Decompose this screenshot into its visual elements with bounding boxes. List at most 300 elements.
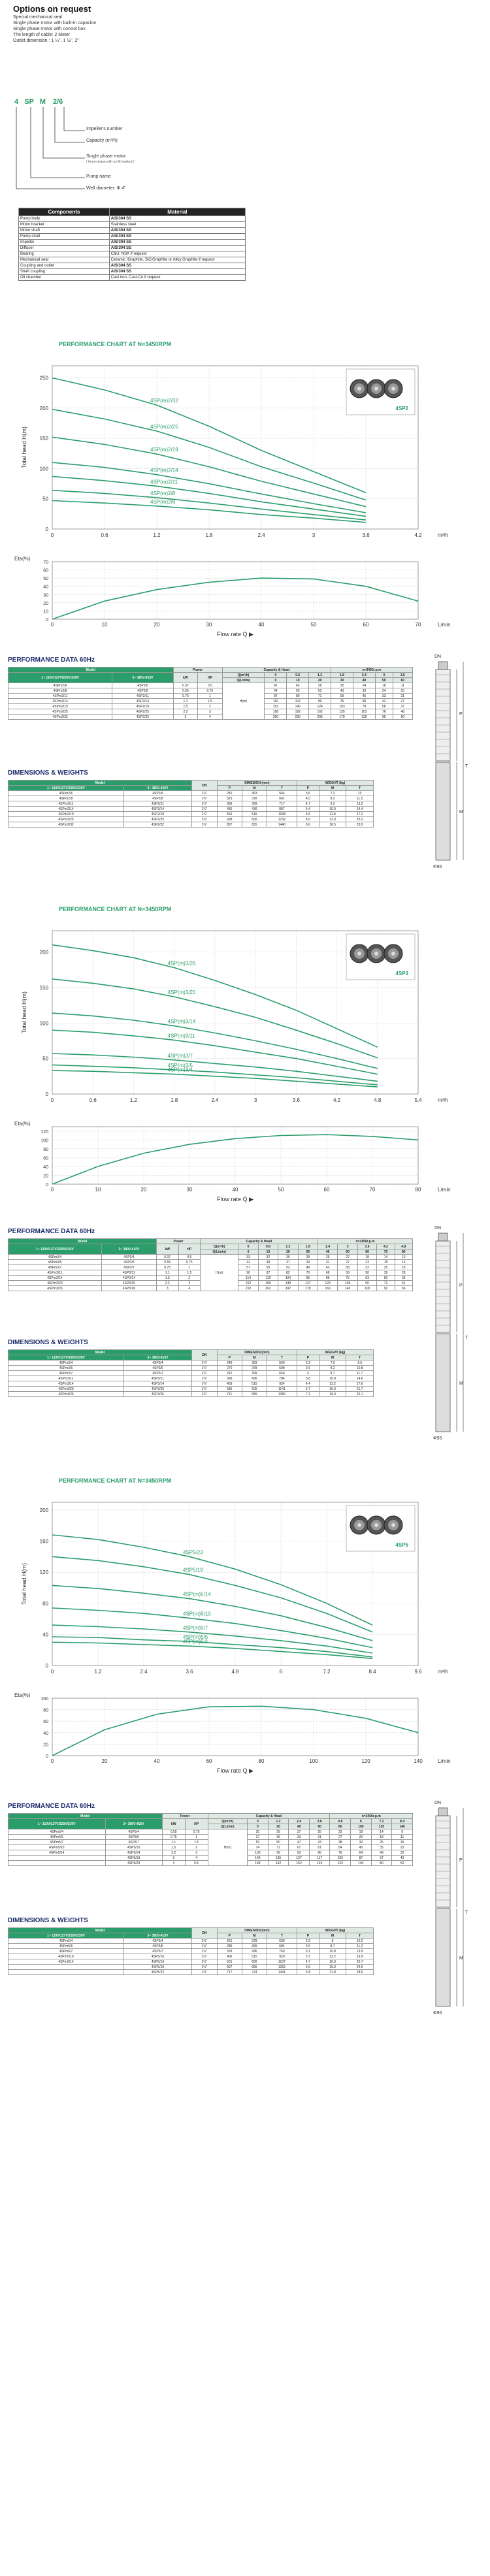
y-tick-label: 100 bbox=[39, 466, 48, 472]
sub-header: P bbox=[217, 1355, 242, 1360]
col-power: Power bbox=[162, 1814, 208, 1819]
drawing-label-dn: DN bbox=[434, 1226, 442, 1231]
perf-cell: 4 bbox=[198, 715, 222, 720]
y-tick-label: 20 bbox=[43, 601, 48, 606]
perf-cell: 90 bbox=[238, 1270, 258, 1276]
y-tick-label: 0 bbox=[45, 1091, 48, 1097]
dim-cell: 4SPm5/14 bbox=[8, 1959, 124, 1965]
perf-cell: 1.1 bbox=[156, 1270, 178, 1276]
perf-cell: 1.5 bbox=[173, 704, 197, 709]
y-tick-label: 160 bbox=[39, 1538, 48, 1545]
perf-cell: 35 bbox=[371, 1845, 392, 1850]
component-cell: Diffuser bbox=[19, 246, 110, 251]
series-label: 4SP(m)2/25 bbox=[150, 424, 178, 430]
perf-cell: 162 bbox=[309, 709, 331, 715]
label-pump-name: Pump name bbox=[86, 174, 111, 179]
y-tick-label: 50 bbox=[43, 577, 48, 582]
y-tick-label: 100 bbox=[39, 1020, 48, 1027]
x-tick-label: 60 bbox=[323, 1187, 330, 1193]
dim-cell: 4SP3/11 bbox=[123, 1376, 191, 1381]
perf-cell: 27 bbox=[289, 1829, 310, 1835]
dim-cell: 4SP3/20 bbox=[123, 1387, 191, 1392]
perf-cell: 4SP2/8 bbox=[112, 688, 174, 694]
x-tick-label: 20 bbox=[140, 1187, 147, 1193]
perf-cell: 76 bbox=[330, 1850, 351, 1856]
perf-cell: 4 bbox=[185, 1856, 208, 1861]
x-unit-label: L/min bbox=[438, 622, 451, 628]
perf-cell: 1 bbox=[185, 1835, 208, 1840]
dim-cell: 7.1 bbox=[297, 1392, 319, 1397]
perf-cell: 36 bbox=[395, 1276, 412, 1281]
pump-dimension-drawing bbox=[428, 1221, 467, 1443]
dim-cell: 19.0 bbox=[319, 1965, 346, 1970]
pump-impeller-image bbox=[346, 934, 415, 980]
dim-cell: 655 bbox=[242, 822, 267, 828]
series-label: 4SP5/23 bbox=[183, 1549, 203, 1556]
col-dimension: DIMESION (mm) bbox=[217, 781, 297, 786]
dim-cell: 1½" bbox=[191, 1970, 217, 1975]
y-tick-label: 60 bbox=[43, 568, 48, 573]
q-lmin-cell: 0 bbox=[238, 1249, 258, 1255]
perf-cell: 103 bbox=[248, 1850, 269, 1856]
q-m3h-cell: 0 bbox=[248, 1819, 269, 1824]
col-power: Power bbox=[156, 1239, 200, 1244]
materials-row bbox=[19, 246, 246, 251]
options-list bbox=[13, 14, 97, 44]
perf-cell: 135 bbox=[331, 709, 353, 715]
dim-cell bbox=[8, 1965, 124, 1970]
dim-cell: 363 bbox=[242, 791, 267, 796]
dim-cell: 396 bbox=[217, 1376, 242, 1381]
dim-cell: 2.5 bbox=[297, 1944, 319, 1949]
dim-cell: 501 bbox=[217, 1959, 242, 1965]
perf-cell: 50 bbox=[268, 1840, 289, 1845]
perf-cell: 18 bbox=[377, 1260, 395, 1265]
perf-cell: 38 bbox=[338, 1265, 357, 1270]
perf-cell: 4SP3/4 bbox=[101, 1255, 156, 1260]
dim-cell: 1¼" bbox=[191, 801, 217, 807]
series-line bbox=[52, 1642, 372, 1658]
perf-cell: 38 bbox=[330, 1840, 351, 1845]
perf-cell: 50 bbox=[377, 1276, 395, 1281]
dim-cell: 4SPm3/5 bbox=[8, 1366, 124, 1371]
x-tick-label: 8.4 bbox=[368, 1669, 376, 1675]
materials-row bbox=[19, 275, 246, 281]
q-m3h-cell: 7.2 bbox=[371, 1819, 392, 1824]
perf-cell: 1.1 bbox=[173, 699, 197, 704]
perf-cell: 60 bbox=[393, 715, 412, 720]
series-label: 4SP(m)3/4 bbox=[167, 1067, 193, 1073]
materials-header: Components bbox=[19, 208, 110, 216]
component-cell: Pump shaft bbox=[19, 234, 110, 240]
perf-cell: 4SP3/14 bbox=[101, 1276, 156, 1281]
label-impeller: Impeller's number bbox=[86, 127, 123, 131]
y-tick-label: 40 bbox=[43, 1165, 48, 1170]
perf-cell: 71 bbox=[377, 1281, 395, 1286]
perf-cell: 4SPm5/10 bbox=[8, 1845, 106, 1850]
x-tick-label: 10 bbox=[101, 622, 108, 628]
dim-cell: 11.7 bbox=[346, 1371, 374, 1376]
perf-cell: 192 bbox=[278, 1286, 298, 1291]
perf-cell: 21 bbox=[393, 694, 412, 699]
col-dn: DN bbox=[191, 1350, 217, 1360]
perf-cell: 4SPm2/14 bbox=[8, 699, 112, 704]
dim-cell: 3.6 bbox=[297, 791, 319, 796]
perf-cell: 43 bbox=[331, 688, 353, 694]
perf-cell bbox=[8, 1861, 106, 1866]
perf-cell: 2 bbox=[185, 1845, 208, 1850]
dim-cell: 10.8 bbox=[319, 1376, 346, 1381]
dim-cell: 4.7 bbox=[297, 801, 319, 807]
perf-cell: 33 bbox=[238, 1255, 258, 1260]
perf-cell: 95 bbox=[375, 715, 393, 720]
dim-cell: 4SP2/14 bbox=[123, 807, 191, 812]
sub-header: M bbox=[242, 1933, 267, 1939]
sub-header: P bbox=[217, 786, 242, 791]
dim-cell: 4SPm3/4 bbox=[8, 1360, 124, 1366]
drawing-label-m: M bbox=[459, 1956, 463, 1961]
x-tick-label: 100 bbox=[309, 1758, 318, 1764]
series-label: 4SP(m)3/5 bbox=[167, 1063, 193, 1069]
perf-cell: 36 bbox=[268, 1835, 289, 1840]
perf-cell: 22 bbox=[338, 1255, 357, 1260]
perf-cell: 43 bbox=[287, 683, 309, 688]
perf-cell: 4SP3/11 bbox=[101, 1270, 156, 1276]
dim-cell: 14.4 bbox=[346, 807, 374, 812]
perf-cell: 5.5 bbox=[185, 1861, 208, 1866]
y-tick-label: 60 bbox=[43, 1720, 48, 1725]
perf-cell: 152 bbox=[265, 704, 287, 709]
dim-cell: 406 bbox=[217, 1954, 242, 1959]
x-tick-label: 3.6 bbox=[186, 1669, 193, 1675]
y-tick-label: 150 bbox=[39, 984, 48, 991]
perf-cell: 170 bbox=[331, 715, 353, 720]
perf-cell: 3 bbox=[156, 1286, 178, 1291]
perf-cell bbox=[8, 1856, 106, 1861]
perf-row bbox=[8, 688, 413, 694]
y-tick-label: 100 bbox=[41, 1697, 48, 1701]
dim-cell: 585 bbox=[217, 1387, 242, 1392]
dim-cell: 1441 bbox=[267, 1970, 297, 1975]
dim-row bbox=[8, 812, 374, 817]
eta-label: Eta(%) bbox=[14, 1692, 31, 1698]
series-label: 4SP(m)3/20 bbox=[167, 990, 196, 996]
y-tick-label: 20 bbox=[43, 1743, 48, 1748]
perf-cell: 27 bbox=[330, 1835, 351, 1840]
dim-cell: 11.8 bbox=[319, 812, 346, 817]
dim-row bbox=[8, 1376, 374, 1381]
col-model: Model bbox=[8, 668, 174, 673]
y-tick-label: 80 bbox=[42, 1600, 48, 1607]
x-tick-label: 3 bbox=[312, 532, 316, 538]
option-line: The length of cable: 2 Meter bbox=[13, 33, 71, 37]
dim-cell: 7.2 bbox=[319, 1360, 346, 1366]
perf-cell: 37 bbox=[248, 1835, 269, 1840]
dim-cell: 1¼" bbox=[191, 796, 217, 801]
perf-cell: 39 bbox=[377, 1270, 395, 1276]
dim-cell: 4SP2/6 bbox=[123, 791, 191, 796]
option-line: Single phase motor with control box bbox=[13, 27, 86, 31]
dim-cell: 459 bbox=[217, 1381, 242, 1387]
series-line bbox=[52, 1608, 372, 1648]
dim-cell: 606 bbox=[242, 1959, 267, 1965]
perf-cell: 68 bbox=[318, 1270, 337, 1276]
x-tick-label: 0 bbox=[50, 1097, 54, 1103]
chart-title: PERFORMANCE CHART AT N=3450RPM bbox=[59, 906, 172, 912]
x-tick-label: 4.8 bbox=[231, 1669, 239, 1675]
dim-cell: 4SPm3/20 bbox=[8, 1387, 124, 1392]
series-label: 4SP(m)2/8 bbox=[150, 490, 176, 496]
dim-cell: 10.2 bbox=[346, 1939, 374, 1944]
dim-cell: 249 bbox=[217, 1360, 242, 1366]
perf-cell: 99 bbox=[268, 1850, 289, 1856]
q-lmin-cell: 0 bbox=[265, 678, 287, 683]
drawing-label-dia: Φ95 bbox=[433, 1436, 442, 1441]
perf-cell: 2.2 bbox=[173, 709, 197, 715]
perf-cell: 1.5 bbox=[162, 1845, 185, 1850]
perf-cell: 4SPm3/20 bbox=[8, 1281, 102, 1286]
perf-cell: 25 bbox=[309, 1829, 330, 1835]
perf-cell: 4SP5/23 bbox=[105, 1861, 162, 1866]
col-1ph: 1~ 110V/127V/220V/230V bbox=[8, 1244, 102, 1255]
perf-cell: 71 bbox=[268, 1845, 289, 1850]
pump-impeller-image bbox=[346, 369, 415, 415]
x-unit-label: L/min bbox=[438, 1758, 451, 1764]
perf-cell: 4SPm3/5 bbox=[8, 1260, 102, 1265]
dim-row bbox=[8, 1387, 374, 1392]
dim-cell: 323 bbox=[217, 796, 242, 801]
perf-cell: 3 bbox=[185, 1850, 208, 1856]
q-m3h-cell: 2.4 bbox=[353, 673, 375, 678]
perf-cell: 4SP2/32 bbox=[112, 715, 174, 720]
perf-cell: 3 bbox=[173, 715, 197, 720]
dim-cell: 8.0 bbox=[297, 817, 319, 822]
perf-cell: 4SPm5/4 bbox=[8, 1829, 106, 1835]
dim-cell: 515 bbox=[242, 812, 267, 817]
dim-cell: 1½" bbox=[191, 1949, 217, 1954]
perf-cell: 64 bbox=[351, 1850, 372, 1856]
perf-cell: 15 bbox=[393, 688, 412, 694]
series-label: 4SP(m)2/14 bbox=[150, 467, 178, 474]
perf-cell: 79 bbox=[353, 704, 375, 709]
perf-cell: 140 bbox=[287, 704, 309, 709]
perf-cell: 0.55 bbox=[156, 1260, 178, 1265]
dim-row bbox=[8, 1970, 374, 1975]
pump-label: 4SP2 bbox=[395, 406, 408, 411]
q-m3h-cell: 1.8 bbox=[331, 673, 353, 678]
dim-cell: 28.6 bbox=[346, 1970, 374, 1975]
col-rpm: n=3450r.p.m bbox=[331, 668, 413, 673]
x-axis-label: Flow rate Q ▶ bbox=[217, 631, 253, 637]
col-rpm: n=3450r.p.m bbox=[318, 1239, 412, 1244]
perf-cell: 160 bbox=[318, 1286, 337, 1291]
perf-cell: 4SPm3/14 bbox=[8, 1276, 102, 1281]
chart-title: PERFORMANCE CHART AT N=3450RPM bbox=[59, 341, 172, 347]
q-m3h-cell: 3 bbox=[338, 1244, 357, 1249]
q-m3h-cell: 3.6 bbox=[309, 1819, 330, 1824]
sub-header: T bbox=[346, 786, 374, 791]
x-tick-label: 2.4 bbox=[140, 1669, 148, 1675]
dim-cell: 13.2 bbox=[319, 1954, 346, 1959]
col-model: Model bbox=[8, 1814, 163, 1819]
q-m3h-cell: 0 bbox=[265, 673, 287, 678]
component-cell: Pump body bbox=[19, 216, 110, 222]
perf-cell: 152 bbox=[289, 1861, 310, 1866]
perf-cell: 43 bbox=[392, 1856, 413, 1861]
dim-cell: 10 bbox=[346, 791, 374, 796]
perf-cell: 61 bbox=[309, 1845, 330, 1850]
drawing-label-p: P bbox=[459, 1858, 463, 1863]
perf-cell: 198 bbox=[265, 709, 287, 715]
perf-cell: 110 bbox=[265, 699, 287, 704]
col-kw: kW bbox=[156, 1244, 178, 1255]
x-tick-label: 30 bbox=[206, 622, 212, 628]
perf-cell: 4SP5/5 bbox=[105, 1835, 162, 1840]
dim-weight-table bbox=[8, 1927, 374, 1975]
dim-cell: 9.2 bbox=[319, 801, 346, 807]
perf-cell: 4SPm5/5 bbox=[8, 1835, 106, 1840]
component-cell: Motor bracket bbox=[19, 222, 110, 228]
y-tick-label: 70 bbox=[43, 560, 48, 565]
perf-cell: 1 bbox=[198, 694, 222, 699]
dim-cell: 16.9 bbox=[346, 1954, 374, 1959]
material-cell: AISI304 SS bbox=[109, 240, 245, 246]
perf-cell: 86 bbox=[309, 1850, 330, 1856]
perf-row bbox=[8, 683, 413, 688]
x-unit-label: m³/h bbox=[438, 1669, 448, 1675]
perf-cell: 230 bbox=[287, 715, 309, 720]
q-lmin-cell: 30 bbox=[298, 1249, 318, 1255]
x-tick-label: 70 bbox=[415, 622, 421, 628]
dim-cell: 19.0 bbox=[319, 1392, 346, 1397]
perf-cell: 48 bbox=[298, 1265, 318, 1270]
perf-row bbox=[8, 709, 413, 715]
perf-cell: 51 bbox=[395, 1281, 412, 1286]
perf-cell: 32 bbox=[351, 1840, 372, 1845]
perf-cell: 18 bbox=[375, 683, 393, 688]
perf-cell: 4SP5/19 bbox=[105, 1856, 162, 1861]
sub-header: 3~ 380V-415V bbox=[123, 1933, 191, 1939]
perf-cell: 4SPm2/11 bbox=[8, 694, 112, 699]
perf-cell: 55 bbox=[258, 1265, 278, 1270]
perf-cell: 1.5 bbox=[156, 1276, 178, 1281]
perf-cell: 41 bbox=[238, 1260, 258, 1265]
col-capacity: Capacity & Head bbox=[222, 668, 331, 673]
x-tick-label: 4.8 bbox=[374, 1097, 382, 1103]
perf-cell: 0.75 bbox=[185, 1829, 208, 1835]
h-label-cell: H(m) bbox=[208, 1829, 248, 1866]
dim-row bbox=[8, 822, 374, 828]
dim-cell: 1¼" bbox=[191, 1360, 217, 1366]
col-1ph: 1~ 110V/127V/220V/230V bbox=[8, 673, 112, 683]
dim-cell: 389 bbox=[217, 801, 242, 807]
dim-cell: 10.8 bbox=[346, 1366, 374, 1371]
sub-header: P bbox=[217, 1933, 242, 1939]
q-lmin-cell: 60 bbox=[309, 1824, 330, 1829]
x-tick-label: 40 bbox=[258, 622, 265, 628]
perf-cell: 4SPm3/4 bbox=[8, 1255, 102, 1260]
y-tick-label: 0 bbox=[46, 618, 48, 622]
perf-cell: 108 bbox=[338, 1281, 357, 1286]
y-tick-label: 200 bbox=[39, 405, 48, 411]
x-tick-label: 7.2 bbox=[323, 1669, 331, 1675]
label-well-diameter: Well diameter: Φ 4" bbox=[86, 186, 126, 191]
col-qlmin: Q(L/min) bbox=[208, 1824, 248, 1829]
dim-cell: 724 bbox=[242, 1970, 267, 1975]
dim-row bbox=[8, 1360, 374, 1366]
efficiency-line bbox=[52, 578, 418, 619]
material-cell: Cast iron, Cast-Cu if request bbox=[109, 275, 245, 281]
materials-row bbox=[19, 228, 246, 234]
dim-cell: 4SP5/5 bbox=[123, 1944, 191, 1949]
q-lmin-cell: 60 bbox=[393, 678, 412, 683]
dim-cell: 639 bbox=[267, 1939, 297, 1944]
perf-cell: 102 bbox=[287, 699, 309, 704]
y-tick-label: 80 bbox=[43, 1147, 48, 1152]
q-m3h-cell: 2.4 bbox=[289, 1819, 310, 1824]
perf-cell: 110 bbox=[258, 1276, 278, 1281]
x-tick-label: 60 bbox=[363, 622, 369, 628]
dim-cell: 560 bbox=[267, 1360, 297, 1366]
q-m3h-cell: 4.2 bbox=[377, 1244, 395, 1249]
dim-cell: 436 bbox=[242, 1949, 267, 1954]
perf-cell: 29 bbox=[268, 1829, 289, 1835]
y-tick-label: 120 bbox=[39, 1570, 48, 1576]
series-line bbox=[52, 498, 366, 523]
sub-header: P bbox=[297, 1933, 319, 1939]
perf-cell: 124 bbox=[309, 704, 331, 709]
perf-cell: 18 bbox=[351, 1829, 372, 1835]
perf-cell: 114 bbox=[238, 1276, 258, 1281]
dim-cell: 3.7 bbox=[297, 1954, 319, 1959]
perf-cell: 4SP3/5 bbox=[101, 1260, 156, 1265]
dim-cell: 436 bbox=[242, 807, 267, 812]
dim-cell: 4SPm2/14 bbox=[8, 807, 124, 812]
perf-cell: 13 bbox=[395, 1260, 412, 1265]
dim-cell: 20.2 bbox=[346, 817, 374, 822]
dim-cell: 9.5 bbox=[346, 1360, 374, 1366]
series-label: 4SP(m)3/7 bbox=[167, 1052, 193, 1059]
perf-cell: 1.1 bbox=[162, 1840, 185, 1845]
dim-cell: 784 bbox=[267, 1376, 297, 1381]
y-tick-label: 0 bbox=[45, 526, 48, 532]
col-model: Model bbox=[8, 781, 192, 786]
dim-cell: 4SP5/14 bbox=[123, 1959, 191, 1965]
dim-cell: 4SP5/4 bbox=[123, 1939, 191, 1944]
q-m3h-cell: 1.8 bbox=[298, 1244, 318, 1249]
dim-cell: 4SPm2/11 bbox=[8, 801, 124, 807]
dim-cell: 1¼" bbox=[191, 1366, 217, 1371]
dim-weights-title: DIMENSIONS & WEIGHTS bbox=[8, 1339, 88, 1346]
sub-header: M bbox=[242, 786, 267, 791]
perf-cell: 80 bbox=[371, 1861, 392, 1866]
series-label: 4SP(m)3/11 bbox=[167, 1033, 195, 1039]
model-code-leader-lines bbox=[13, 107, 144, 192]
dim-cell: 4SP5/23 bbox=[123, 1970, 191, 1975]
x-tick-label: 4.2 bbox=[414, 532, 422, 538]
perf-cell: 16 bbox=[392, 1840, 413, 1845]
perf-cell: 4SP2/14 bbox=[112, 699, 174, 704]
perf-cell: 1.5 bbox=[198, 699, 222, 704]
col-hp: HP bbox=[178, 1244, 201, 1255]
perf-cell: 130 bbox=[353, 715, 375, 720]
dim-cell: 7.2 bbox=[319, 791, 346, 796]
perf-cell: 23 bbox=[351, 1835, 372, 1840]
dim-cell: 3.1 bbox=[297, 1949, 319, 1954]
x-tick-label: 1.8 bbox=[171, 1097, 178, 1103]
x-tick-label: 70 bbox=[369, 1187, 376, 1193]
dim-cell: 17.6 bbox=[346, 1381, 374, 1387]
